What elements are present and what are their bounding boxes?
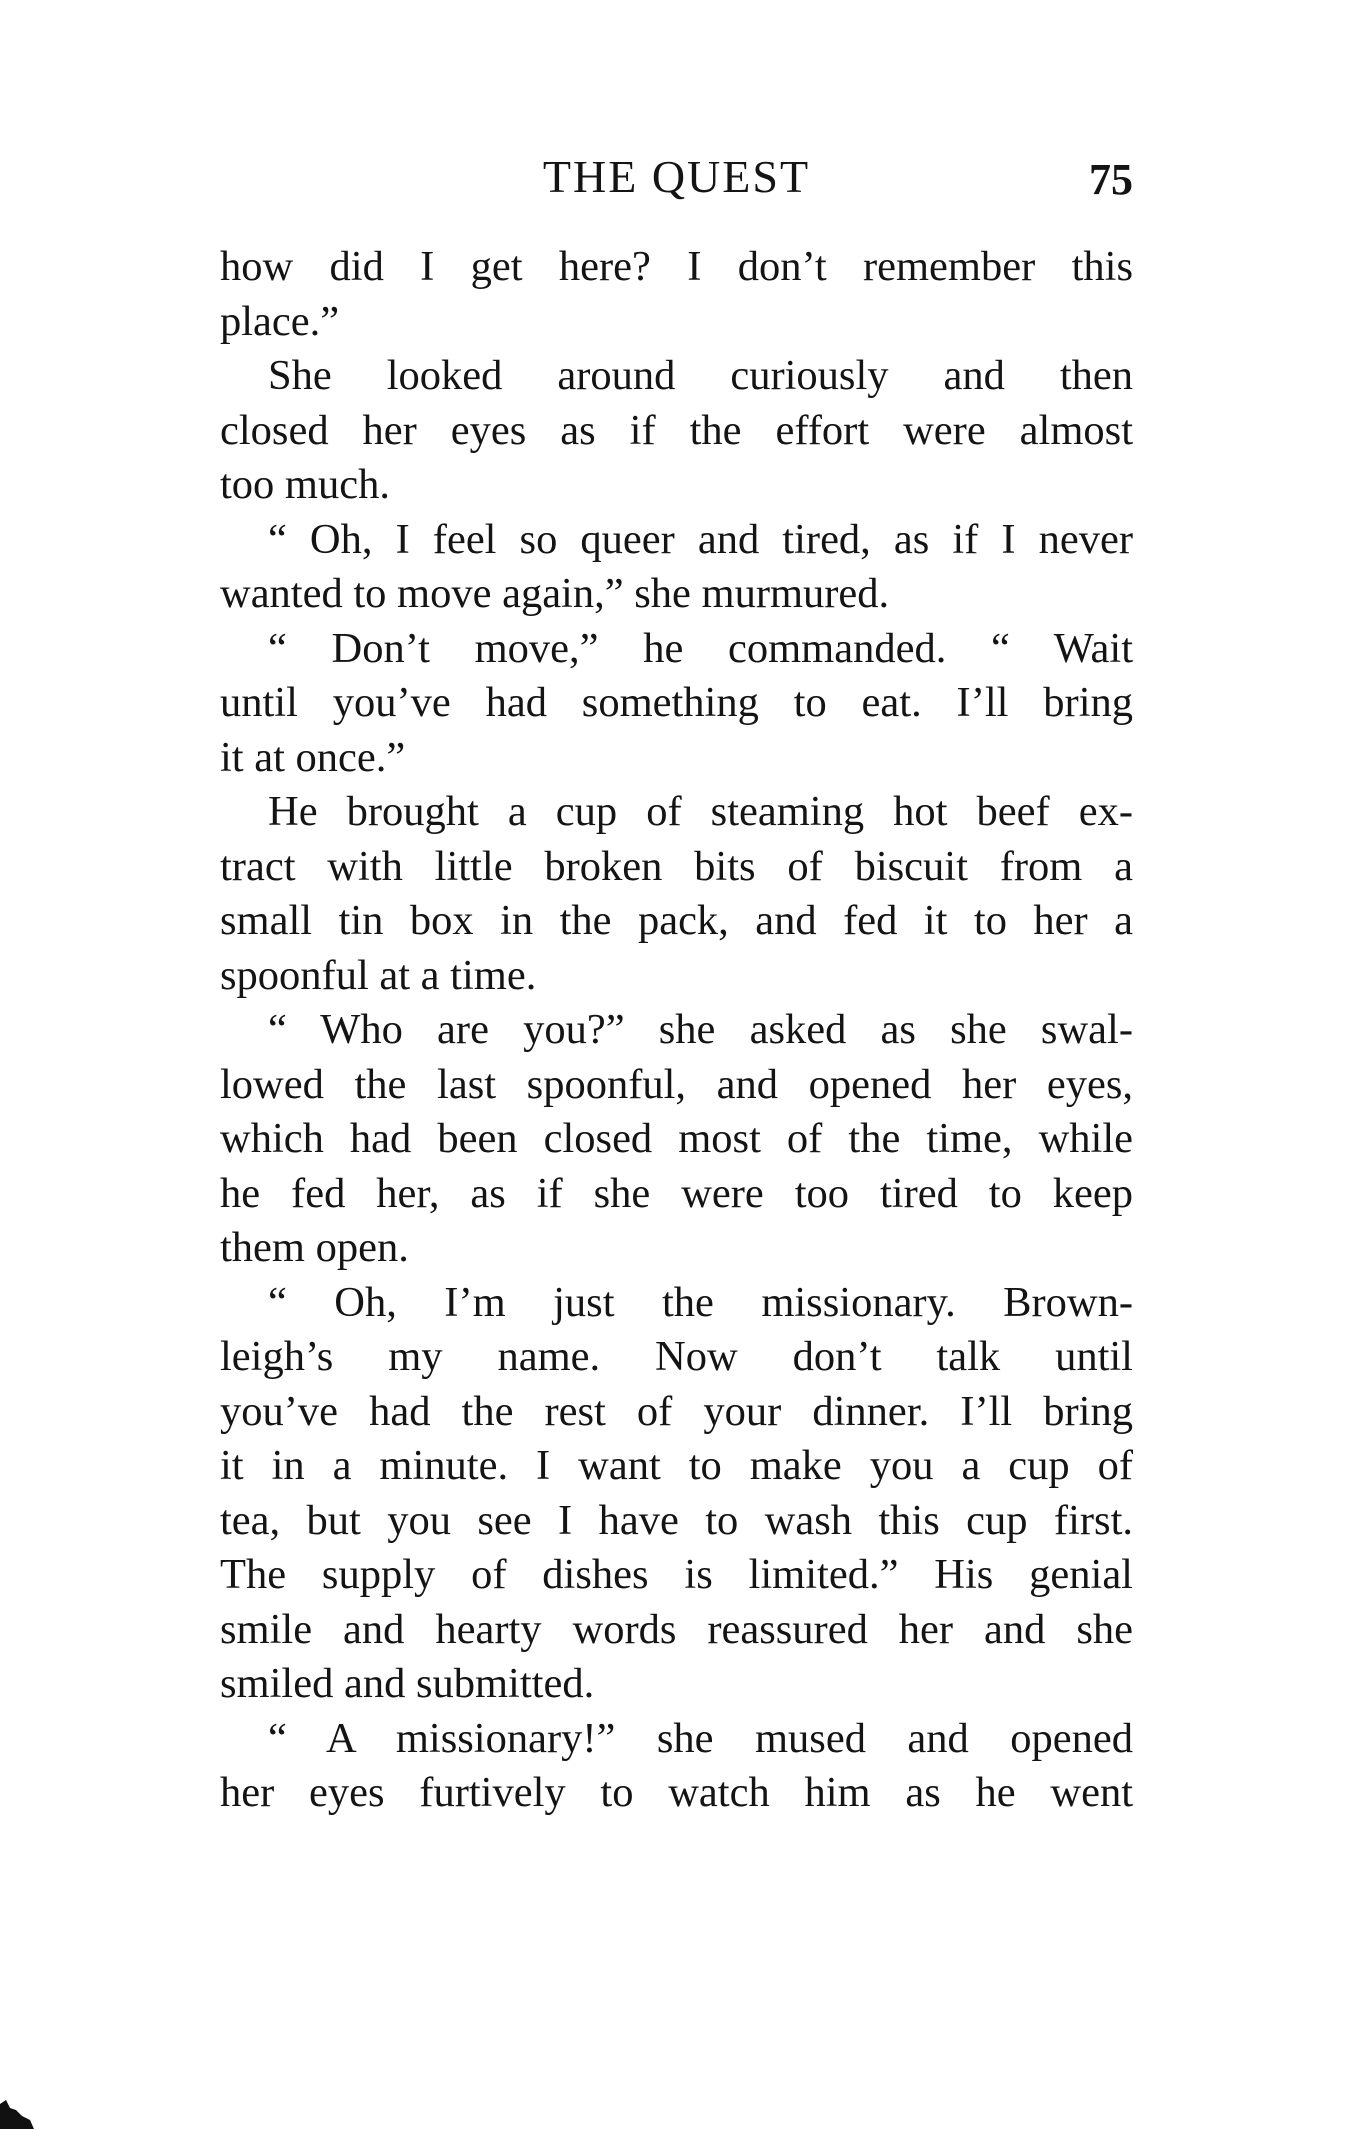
text-line: “ A missionary!” she mused and opened [268,1714,1133,1762]
running-title: THE QUEST [542,151,811,202]
text-line: tea, but you see I have to wash this cup first. [220,1496,1133,1544]
text-line: closed her eyes as if the effort were almost [220,406,1133,454]
text-line: “ Oh, I feel so queer and tired, as if I never [268,515,1133,563]
text-line: lowed the last spoonful, and opened her eyes, [220,1060,1133,1108]
text-line: until you’ve had something to eat. I’ll bring [220,679,1133,726]
page-number: 75 [1089,155,1133,204]
text-line: spoonful at a time. [220,951,537,999]
text-line: her eyes furtively to watch him as he went [220,1769,1133,1816]
text-line: smiled and submitted. [220,1660,595,1707]
body-text [220,240,1133,1821]
text-line: small tin box in the pack, and fed it to her a [220,897,1133,944]
text-line: She looked around curiously and then [268,352,1133,399]
text-line: them open. [220,1224,409,1271]
text-line: it at once.” [220,733,406,781]
scan-edge-mark [0,2100,34,2129]
text-line: He brought a cup of steaming hot beef ex- [268,788,1133,835]
text-line: “ Who are you?” she asked as she swal- [268,1006,1133,1053]
text-line: wanted to move again,” she murmured. [220,570,890,617]
text-line: “ Oh, I’m just the missionary. Brown- [268,1278,1133,1326]
text-line: tract with little broken bits of biscuit from a [220,842,1133,890]
text-line: The supply of dishes is limited.” His genial [220,1551,1133,1598]
text-line: place.” [220,297,340,345]
text-line: smile and hearty words reassured her and she [220,1605,1133,1653]
text-line: how did I get here? I don’t remember this [220,243,1133,290]
text-line: “ Don’t move,” he commanded. “ Wait [268,624,1133,672]
text-line: you’ve had the rest of your dinner. I’ll bring [220,1387,1133,1435]
text-line: it in a minute. I want to make you a cup of [220,1442,1133,1489]
running-head [220,150,1133,210]
text-line: leigh’s my name. Now don’t talk until [220,1333,1133,1380]
text-line: which had been closed most of the time, while [220,1115,1133,1162]
text-line: too much. [220,461,390,508]
text-line: he fed her, as if she were too tired to keep [220,1169,1133,1217]
